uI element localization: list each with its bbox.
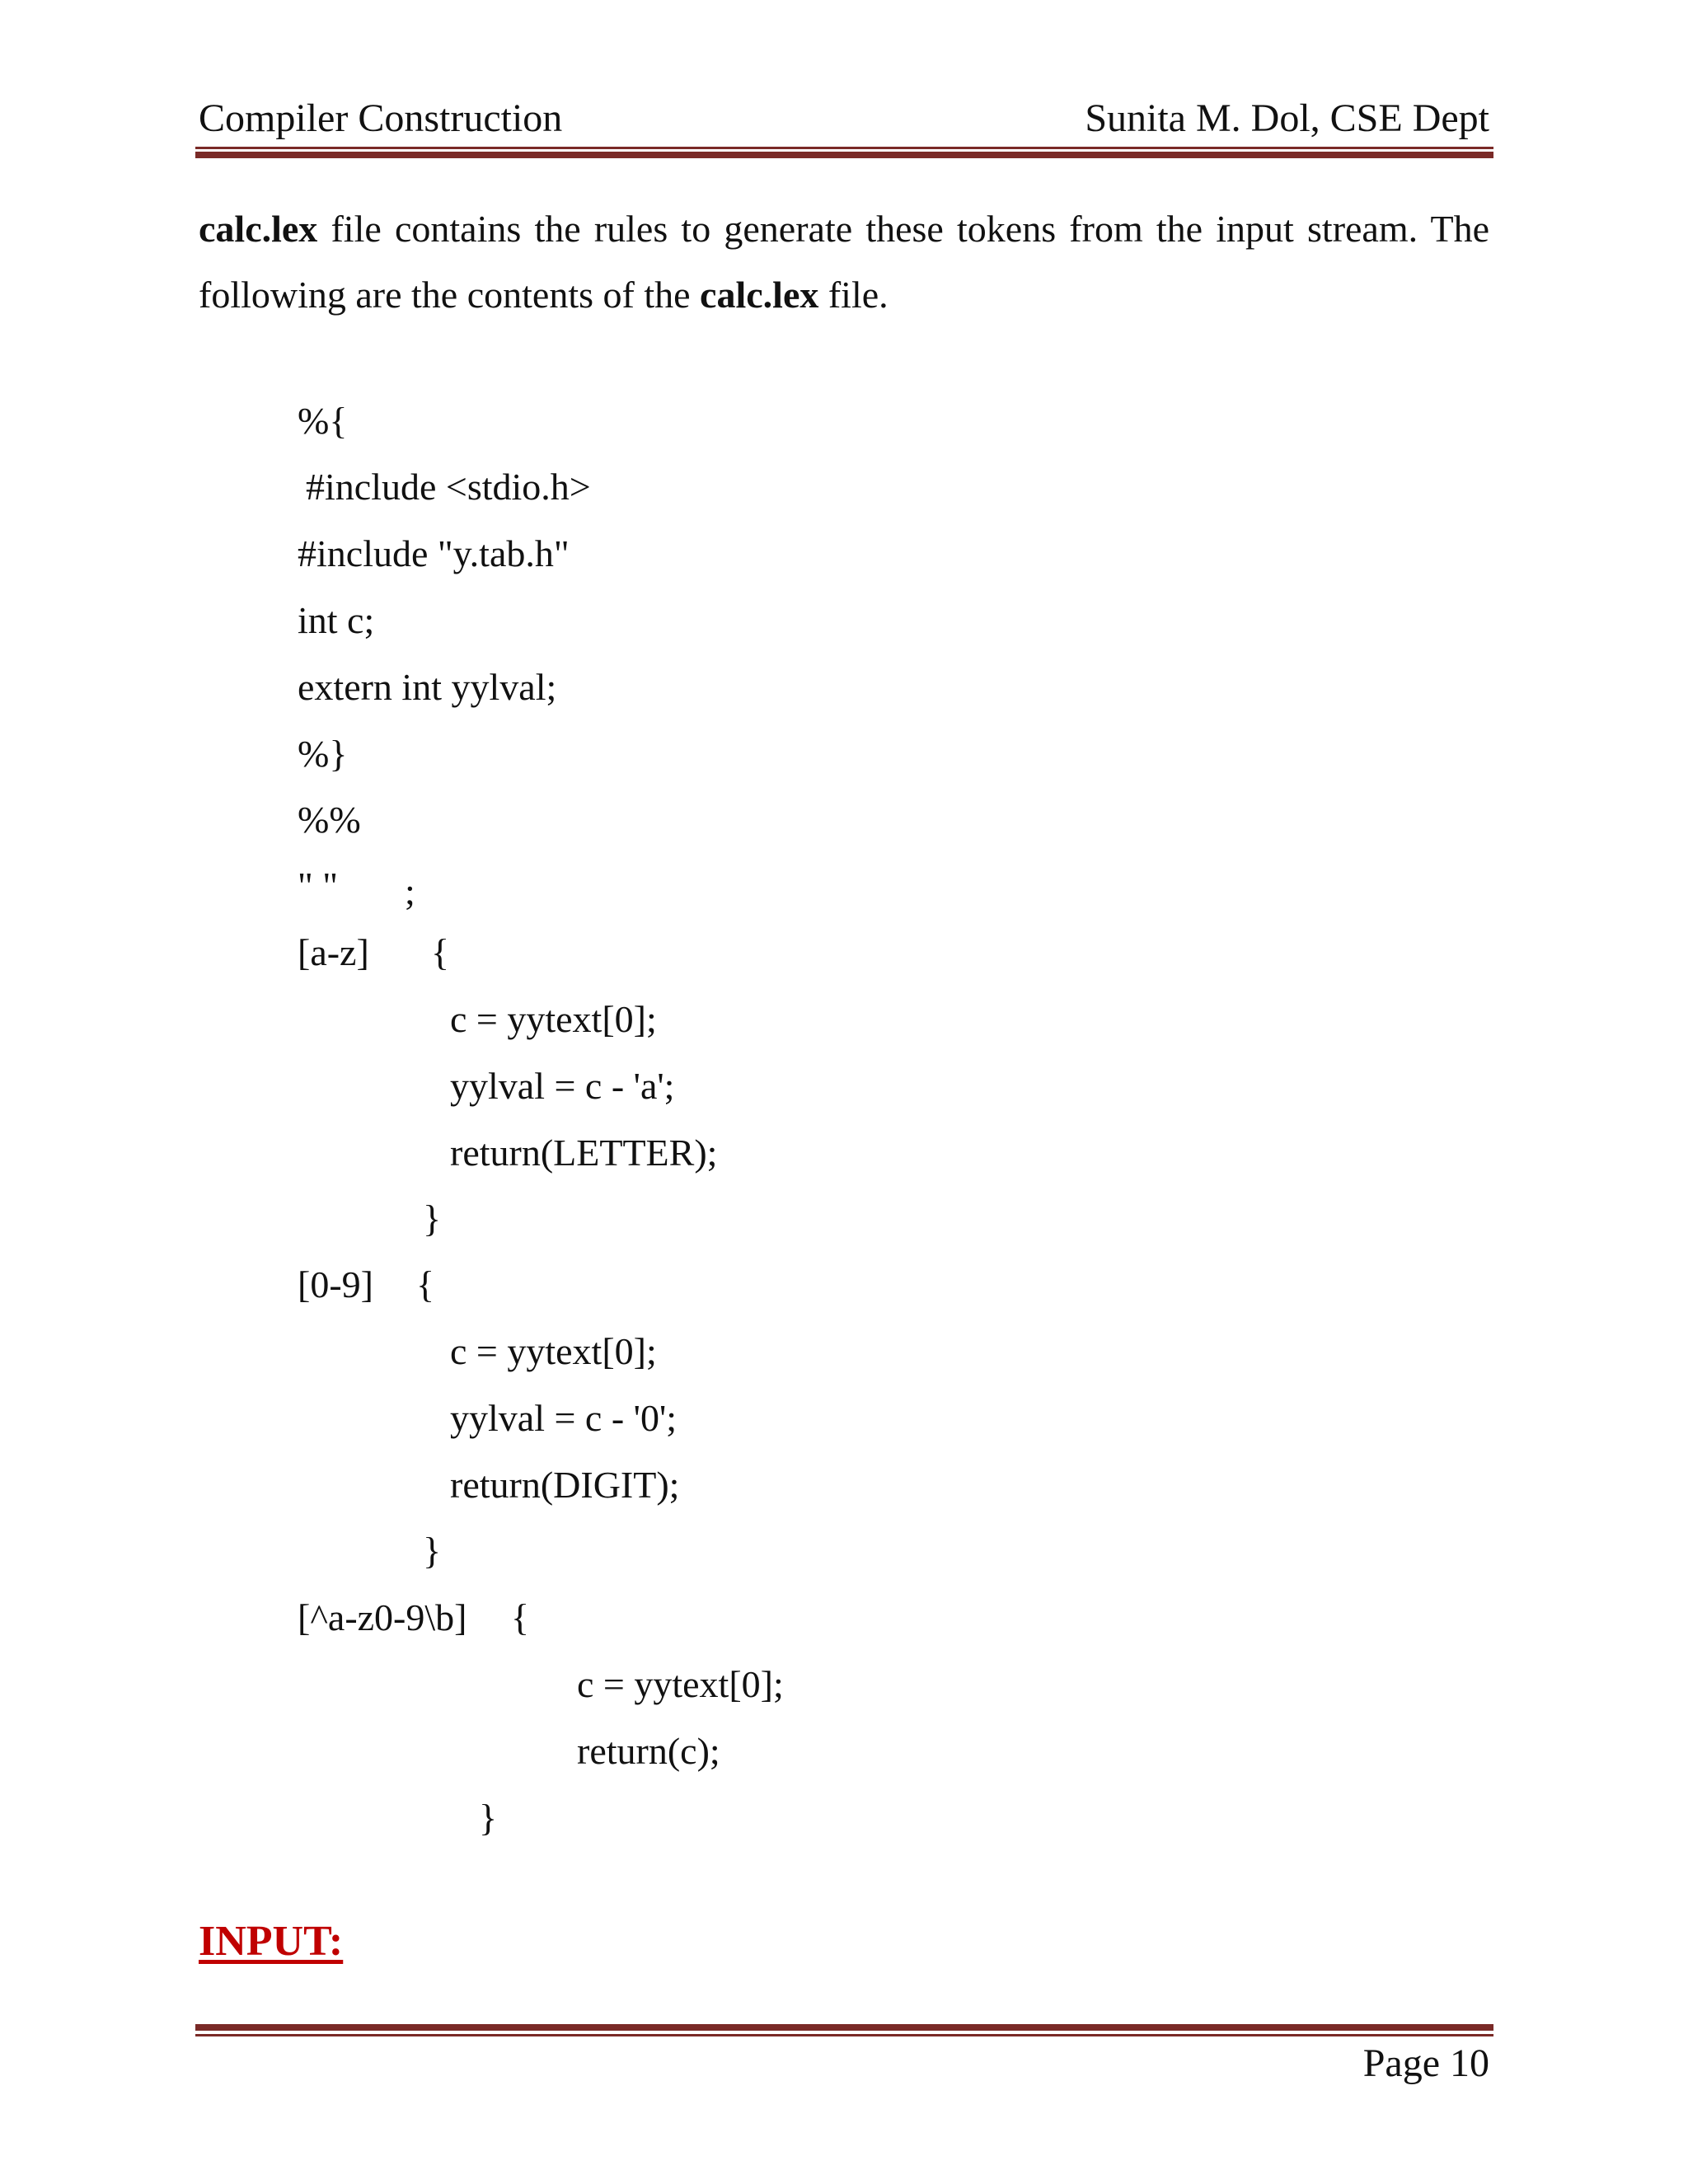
code-line: " " — [298, 865, 339, 907]
code-line: } — [423, 1530, 442, 1572]
code-line: { — [431, 931, 450, 973]
code-line: return(DIGIT); — [450, 1464, 680, 1506]
code-line: } — [423, 1197, 442, 1240]
code-line: extern int yylval; — [298, 666, 557, 708]
code-line: c = yytext[0]; — [450, 998, 657, 1040]
code-line: } — [479, 1797, 498, 1839]
page-number: Page 10 — [1362, 2041, 1489, 2085]
code-line: #include "y.tab.h" — [298, 532, 570, 574]
header-author: Sunita M. Dol, CSE Dept — [1085, 96, 1489, 140]
header-rule-thick — [195, 152, 1493, 158]
intro-file-name: calc.lex — [199, 208, 318, 250]
intro-line-2 — [199, 262, 1489, 328]
intro-line-1 — [199, 196, 1489, 262]
code-line: %} — [298, 733, 348, 775]
header-rule-thin — [195, 147, 1493, 149]
intro-line-2-prefix: following are the contents of the — [199, 274, 701, 316]
intro-line-1-text: file contains the rules to generate these tokens from the input stream. The — [317, 208, 1489, 250]
code-line: return(LETTER); — [450, 1132, 718, 1174]
intro-line-2-suffix: file. — [818, 274, 889, 316]
code-line: #include <stdio.h> — [306, 466, 591, 508]
footer-rule-thin — [195, 2034, 1493, 2036]
intro-paragraph — [199, 196, 1489, 328]
code-line: return(c); — [577, 1730, 720, 1772]
code-line: c = yytext[0]; — [450, 1330, 657, 1372]
code-line: yylval = c - 'a'; — [450, 1065, 675, 1107]
input-section-heading: INPUT: — [199, 1918, 344, 1965]
code-line: { — [511, 1596, 530, 1638]
code-line: ; — [405, 870, 415, 912]
intro-line-2-file: calc.lex — [700, 274, 819, 316]
footer-rule-thick — [195, 2024, 1493, 2031]
code-line: %% — [298, 799, 361, 841]
code-line: { — [416, 1263, 435, 1305]
code-line: %{ — [298, 400, 348, 442]
code-line: [a-z] — [298, 931, 369, 973]
code-line: int c; — [298, 599, 375, 641]
code-line: yylval = c - '0'; — [450, 1397, 678, 1439]
code-line: c = yytext[0]; — [577, 1663, 784, 1705]
code-line: [0-9] — [298, 1263, 373, 1305]
code-line: [^a-z0-9\b] — [298, 1596, 467, 1638]
header-course-title: Compiler Construction — [199, 96, 563, 140]
